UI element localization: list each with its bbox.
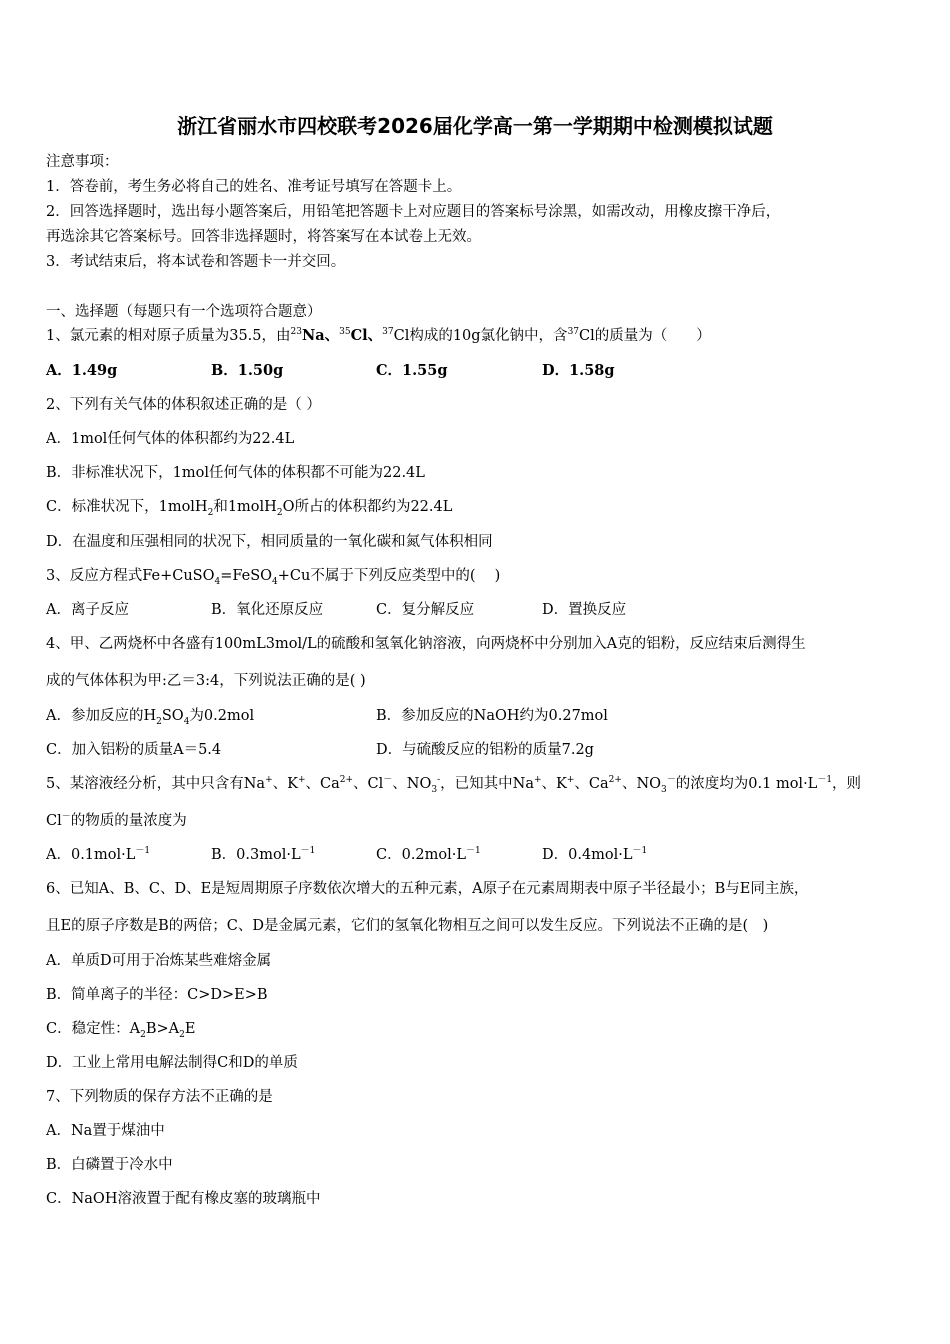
notice-item-2-cont: 再选涂其它答案标号。回答非选择题时，将答案写在本试卷上无效。	[46, 229, 481, 245]
q4-option-d: D．与硫酸反应的铝粉的质量7.2g	[376, 742, 594, 758]
q3-option-a: A．离子反应	[46, 602, 129, 618]
notice-heading: 注意事项：	[46, 154, 119, 170]
q3-option-d: D．置换反应	[542, 602, 627, 618]
q5-option-a: A．$0.1mol\cdot L^{-1}$	[46, 846, 151, 863]
q3-option-b: B．氧化还原反应	[211, 602, 324, 618]
notice-item-3: 3．考试结束后，将本试卷和答题卡一并交回。	[46, 254, 346, 270]
question-4-stem-line1: 4、甲、乙两烧杯中各盛有100mL3mol/L的硫酸和氢氧化钠溶液，向两烧杯中分别加入A克的铝粉，反应结束后测得生	[46, 636, 806, 652]
q2-option-c: C．标准状况下，1molH$_2$和1molH$_2$O所占的体积都约为22.4L	[46, 499, 453, 518]
q1-option-b: B．1.50g	[211, 362, 284, 379]
question-6-stem-line1: 6、已知A、B、C、D、E是短周期原子序数依次增大的五种元素，A原子在元素周期表中原子半径最小；B与E同主族，	[46, 881, 809, 897]
page-title: 浙江省丽水市四校联考2026届化学高一第一学期期中检测模拟试题	[177, 114, 773, 138]
q1-option-a: A．1.49g	[46, 362, 118, 379]
question-7-stem: 7、下列物质的保存方法不正确的是	[46, 1089, 273, 1105]
question-5-stem-line2: Cl－的物质的量浓度为	[46, 812, 187, 829]
q2-option-a: A．1mol任何气体的体积都约为22.4L	[46, 431, 295, 447]
section-heading: 一、选择题（每题只有一个选项符合题意）	[46, 304, 322, 320]
q4-option-c: C．加入铝粉的质量A＝5.4	[46, 742, 222, 758]
notice-item-2: 2．回答选择题时，选出每小题答案后，用铅笔把答题卡上对应题目的答案标号涂黑，如需改动，用橡皮擦干净后，	[46, 204, 781, 220]
question-6-stem-line2: 且E的原子序数是B的两倍；C、D是金属元素，它们的氢氧化物相互之间可以发生反应。下列说法不正确的是( )	[46, 918, 769, 934]
question-1-stem: 1、氯元素的相对原子质量为35.5，由$^{23}$Na、$^{35}$Cl、$^{37}$Cl构成的10g氯化钠中，含$^{37}$Cl的质量为（ ）	[46, 327, 711, 344]
question-5-stem-line1: 5、某溶液经分析，其中只含有Na+、K+、$Ca^{2+}$、Cl－、$NO_3^-$，已知其中Na+、K+、$Ca^{2+}$、$NO_3^-$的浓度均为0.1 $mol\cdot L^{-1}$，则	[46, 775, 862, 795]
q2-option-d: D．在温度和压强相同的状况下，相同质量的一氧化碳和氮气体积相同	[46, 534, 493, 550]
q5-option-b: B．$0.3mol\cdot L^{-1}$	[211, 846, 316, 863]
q1-option-d: D．1.58g	[542, 362, 615, 379]
question-4-stem-line2: 成的气体体积为甲:乙＝3:4，下列说法正确的是( )	[46, 673, 366, 689]
q1-option-c: C．1.55g	[376, 362, 448, 379]
q5-option-d: D．$0.4mol\cdot L^{-1}$	[542, 846, 648, 863]
q6-option-c: C．稳定性：$A_2B>A_2E$	[46, 1021, 196, 1040]
q6-option-b: B．简单离子的半径：C>D>E>B	[46, 987, 268, 1003]
q7-option-c: C．NaOH溶液置于配有橡皮塞的玻璃瓶中	[46, 1191, 321, 1207]
q6-option-d: D．工业上常用电解法制得C和D的单质	[46, 1055, 298, 1071]
notice-item-1: 1．答卷前，考生务必将自己的姓名、准考证号填写在答题卡上。	[46, 179, 462, 195]
question-3-stem: 3、反应方程式Fe+CuSO$_4$=FeSO$_4$+Cu不属于下列反应类型中的( )	[46, 568, 501, 587]
q7-option-b: B．白磷置于冷水中	[46, 1157, 173, 1173]
q4-option-a: A．参加反应的$H_2SO_4$为0.2mol	[46, 708, 255, 727]
question-2-stem: 2、下列有关气体的体积叙述正确的是（ ）	[46, 397, 321, 413]
q3-option-c: C．复分解反应	[376, 602, 475, 618]
q7-option-a: A．Na置于煤油中	[46, 1123, 165, 1139]
q5-option-c: C．$0.2mol\cdot L^{-1}$	[376, 846, 481, 863]
q4-option-b: B．参加反应的NaOH约为0.27mol	[376, 708, 608, 724]
q2-option-b: B．非标准状况下，1mol任何气体的体积都不可能为22.4L	[46, 465, 425, 481]
q6-option-a: A．单质D可用于冶炼某些难熔金属	[46, 953, 272, 969]
